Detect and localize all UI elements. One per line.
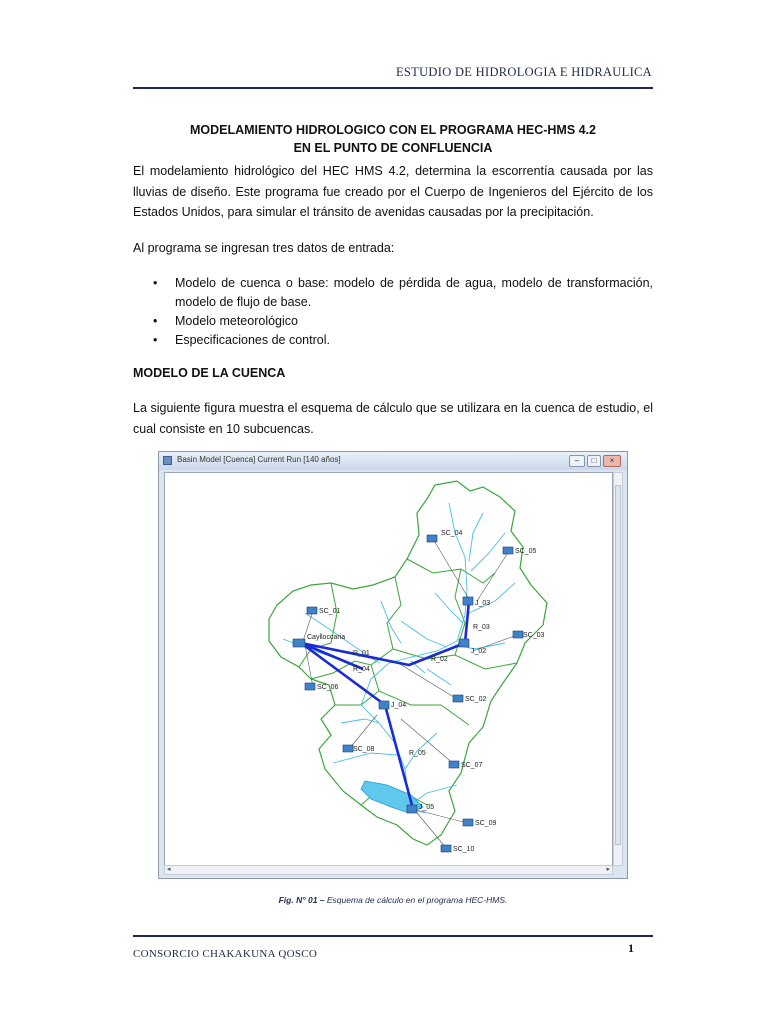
label-r01: R_01 bbox=[353, 650, 370, 657]
window-title: Basin Model [Cuenca] Current Run [140 años] bbox=[177, 455, 341, 464]
label-j04: J_04 bbox=[391, 702, 407, 709]
label-sc03: SC_03 bbox=[523, 632, 545, 639]
window-app-icon bbox=[163, 456, 172, 465]
document-title-line1: MODELAMIENTO HIDROLOGICO CON EL PROGRAMA HEC-HMS 4.2 bbox=[189, 123, 597, 137]
label-j02: J_02 bbox=[471, 648, 487, 655]
label-caylloccaria: Caylloccaria bbox=[307, 634, 346, 641]
section-paragraph: La siguiente figura muestra el esquema de cálculo que se utilizara en la cuenca de estudio, el cual consiste en 10 subcuencas. bbox=[133, 401, 653, 436]
intro-paragraph: El modelamiento hidrológico del HEC HMS 4.2, determina la escorrentía causada por las lluvias de diseño. Este programa fue creado por el Cuerpo de Ingenieros del Ejército de los Estados Unidos, para simular el tránsito de avenidas causadas por la precipitación. bbox=[133, 164, 653, 219]
list-item: • Modelo meteorológico bbox=[133, 312, 653, 331]
maximize-button[interactable]: □ bbox=[587, 455, 601, 467]
label-sc01: SC_01 bbox=[319, 608, 341, 615]
page-header-title: ESTUDIO DE HIDROLOGIA E HIDRAULICA bbox=[395, 65, 652, 79]
section-title: MODELO DE LA CUENCA bbox=[133, 366, 286, 380]
bullet-icon: • bbox=[153, 314, 158, 328]
page-number: 1 bbox=[628, 941, 634, 955]
label-r05: R_05 bbox=[409, 750, 426, 757]
header-rule bbox=[133, 87, 653, 89]
basin-model-window bbox=[158, 451, 628, 879]
bullet-icon: • bbox=[153, 333, 158, 347]
vertical-scroll-thumb[interactable] bbox=[615, 485, 621, 845]
horizontal-scrollbar[interactable] bbox=[164, 865, 613, 875]
close-button[interactable]: × bbox=[603, 455, 621, 467]
footer-text: CONSORCIO CHAKAKUNA QOSCO bbox=[133, 948, 318, 960]
document-title-line2: EN EL PUNTO DE CONFLUENCIA bbox=[293, 141, 493, 155]
label-r03: R_03 bbox=[473, 624, 490, 631]
basin-map bbox=[165, 473, 613, 866]
list-item: • Especificaciones de control. bbox=[133, 331, 653, 350]
label-sc08: SC_08 bbox=[353, 746, 375, 753]
window-titlebar[interactable] bbox=[159, 452, 627, 470]
minimize-button[interactable]: – bbox=[569, 455, 585, 467]
inputs-intro-paragraph: Al programa se ingresan tres datos de entrada: bbox=[133, 241, 395, 255]
scroll-left-icon[interactable]: ◂ bbox=[167, 866, 171, 873]
label-j05: J_05 bbox=[419, 804, 435, 811]
label-sc09: SC_09 bbox=[475, 820, 497, 827]
figure-caption-text: Esquema de cálculo en el programa HEC-HMS. bbox=[324, 895, 508, 905]
label-r04: R_04 bbox=[353, 666, 370, 673]
document-title bbox=[133, 121, 653, 157]
label-r02: R_02 bbox=[431, 656, 448, 663]
label-sc02: SC_02 bbox=[465, 696, 487, 703]
label-sc05: SC_05 bbox=[515, 548, 537, 555]
list-item: • Modelo de cuenca o base: modelo de pérdida de agua, modelo de transformación, modelo de flujo de base. bbox=[153, 276, 653, 309]
subbasin-divides bbox=[299, 559, 517, 805]
label-sc04: SC_04 bbox=[441, 530, 463, 537]
figure-caption bbox=[133, 895, 653, 905]
basin-canvas[interactable] bbox=[164, 472, 613, 866]
figure-number: Fig. N° 01 – bbox=[278, 895, 325, 905]
label-sc10: SC_10 bbox=[453, 846, 475, 853]
label-sc07: SC_07 bbox=[461, 762, 483, 769]
label-sc06: SC_06 bbox=[317, 684, 339, 691]
footer-rule bbox=[133, 935, 653, 937]
inputs-list bbox=[133, 274, 653, 350]
bullet-icon: • bbox=[153, 276, 158, 290]
vertical-scrollbar[interactable] bbox=[613, 472, 623, 866]
label-j03: J_03 bbox=[475, 600, 491, 607]
scroll-right-icon[interactable]: ▸ bbox=[606, 866, 610, 873]
